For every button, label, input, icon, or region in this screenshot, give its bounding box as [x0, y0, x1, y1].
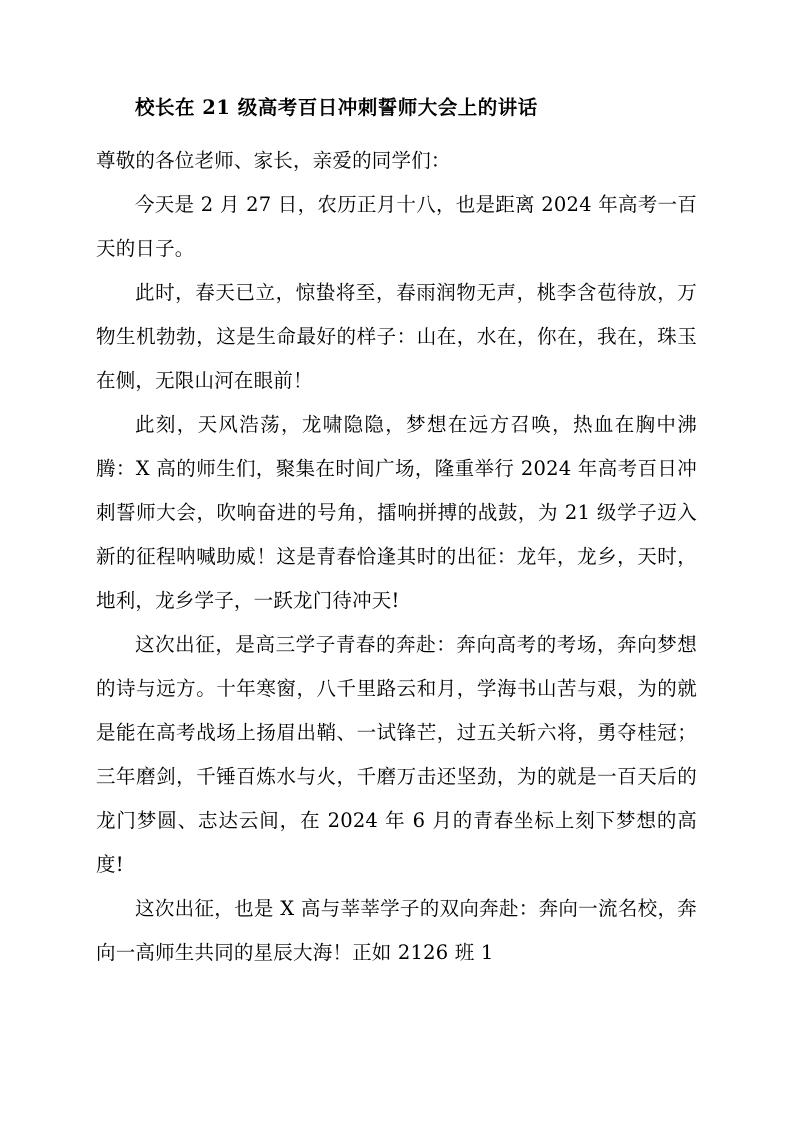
page-title: 校长在 21 级高考百日冲刺誓师大会上的讲话 — [135, 96, 538, 119]
paragraph-salutation: 尊敬的各位老师、家长，亲爱的同学们： — [96, 149, 451, 173]
paragraph-5: 这次出征，也是 X 高与莘莘学子的双向奔赴：奔向一流名校，奔向一高师生共同的星辰大海！正如 2126 班 1 — [96, 897, 697, 965]
paragraph-3: 此刻，天风浩荡，龙啸隐隐，梦想在远方召唤，热血在胸中沸腾：X 高的师生们，聚集在时间广场，隆重举行 2024 年高考百日冲刺誓师大会，吹响奋进的号角，擂响拼搏的战鼓，为 21 级学子迈入新的征程呐喊助威！这是青春恰逢其时的出征：龙年，龙乡，天时，地利，龙乡学子，一跃龙门待冲天! — [96, 413, 697, 613]
paragraph-4: 这次出征，是高三学子青春的奔赴：奔向高考的考场，奔向梦想的诗与远方。十年寒窗，八千里路云和月，学海书山苦与艰，为的就是能在高考战场上扬眉出鞘、一试锋芒，过五关斩六将，勇夺桂冠；三年磨剑，千锤百炼水与火，千磨万击还坚劲，为的就是一百天后的龙门梦圆、志达云间，在 2024 年 6 月的青春坐标上刻下梦想的高度! — [96, 633, 697, 877]
paragraph-1: 今天是 2 月 27 日，农历正月十八，也是距离 2024 年高考一百天的日子。 — [96, 193, 697, 261]
paragraph-2: 此时，春天已立，惊蛰将至，春雨润物无声，桃李含苞待放，万物生机勃勃，这是生命最好的样子：山在，水在，你在，我在，珠玉在侧，无限山河在眼前！ — [96, 281, 697, 393]
